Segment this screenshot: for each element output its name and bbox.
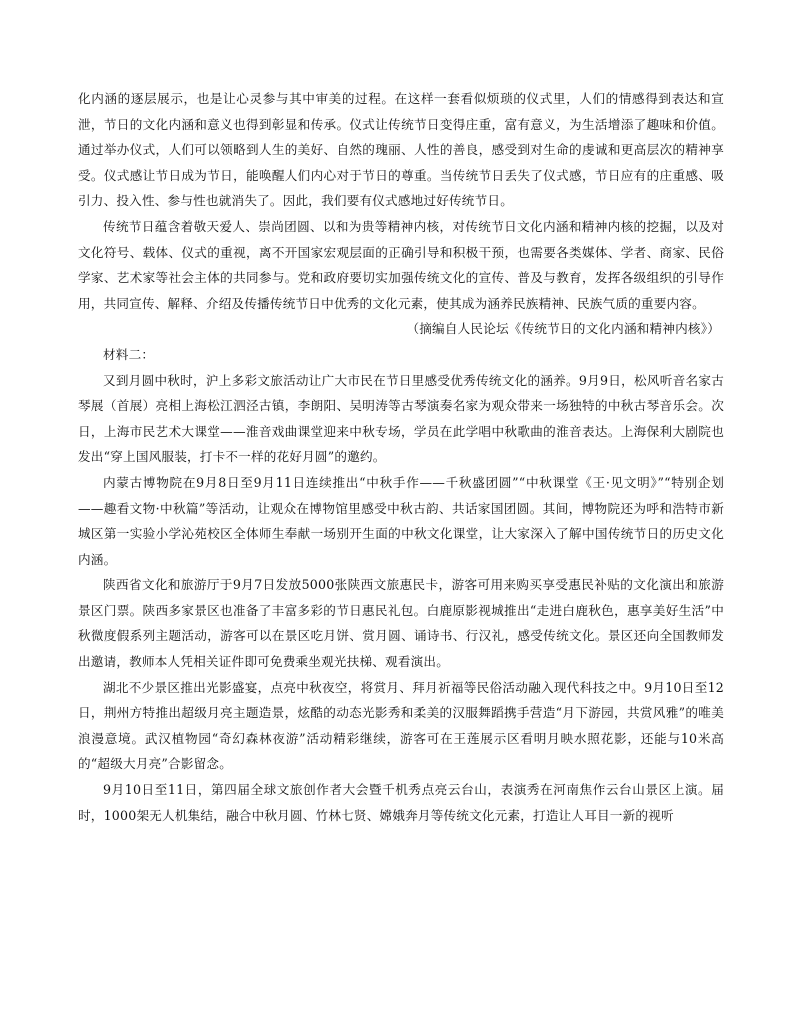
paragraph-spiritual-core: 传统节日蕴含着敬天爱人、崇尚团圆、以和为贵等精神内核，对传统节日文化内涵和精神内核的挖掘，以及对文化符号、载体、仪式的重视，离不开国家宏观层面的正确引导和积极干预，也需要各类媒体、学者、商家、民俗学家、艺术家等社会主体的共同参与。党和政府要切实加强传统文化的宣传、普及与教育，发挥各级组织的引导作用，共同宣传、解释、介绍及传播传统节日中优秀的文化元素，使其成为涵养民族精神、民族气质的重要内容。 <box>78 218 724 311</box>
paragraph-shaanxi: 陕西省文化和旅游厅于9月7日发放5000张陕西文旅惠民卡，游客可用来购买享受惠民补贴的文化演出和旅游景区门票。陕西多家景区也准备了丰富多彩的节日惠民礼包。白鹿原影视城推出“走进白鹿秋色，惠享美好生活”中秋微度假系列主题活动，游客可以在景区吃月饼、赏月圆、诵诗书、行汉礼，感受传统文化。景区还向全国教师发出邀请，教师本人凭相关证件即可免费乘坐观光扶梯、观看演出。 <box>78 577 724 670</box>
document-body <box>78 86 724 828</box>
material-two-heading: 材料二： <box>103 346 155 362</box>
paragraph-hubei: 湖北不少景区推出光影盛宴，点亮中秋夜空，将赏月、拜月祈福等民俗活动融入现代科技之中。9月10日至12日，荆州方特推出超级月亮主题造景，炫酷的动态光影秀和柔美的汉服舞蹈携手营造“月下游园，共赏风雅”的唯美浪漫意境。武汉植物园“奇幻森林夜游”活动精彩继续，游客可在王莲展示区看明月映水照花影，还能与10米高的“超级大月亮”合影留念。 <box>78 679 724 772</box>
paragraph-inner-mongolia: 内蒙古博物院在9月8日至9月11日连续推出“中秋手作——千秋盛团圆”“中秋课堂《王·见文明》”“特别企划——趣看文物·中秋篇”等活动，让观众在博物馆里感受中秋古韵、共话家国团圆。其间，博物院还为呼和浩特市新城区第一实验小学沁苑校区全体师生奉献一场别开生面的中秋文化课堂，让大家深入了解中国传统节日的历史文化内涵。 <box>78 474 724 567</box>
paragraph-yuntaishan: 9月10日至11日，第四届全球文旅创作者大会暨千机秀点亮云台山，表演秀在河南焦作云台山景区上演。届时，1000架无人机集结，融合中秋月圆、竹林七贤、嫦娥奔月等传统文化元素，打造让人耳目一新的视听 <box>78 782 724 823</box>
paragraph-shanghai: 又到月圆中秋时，沪上多彩文旅活动让广大市民在节日里感受优秀传统文化的涵养。9月9日，松风听音名家古琴展（首展）亮相上海松江泗泾古镇，李朗阳、吴明涛等古琴演奏名家为观众带来一场独特的中秋古琴音乐会。次日，上海市民艺术大课堂——淮音戏曲课堂迎来中秋专场，学员在此学唱中秋歌曲的淮音表达。上海保利大剧院也发出“穿上国风服装，打卡不一样的花好月圆”的邀约。 <box>78 372 724 465</box>
paragraph-ritual-meaning: 化内涵的逐层展示，也是让心灵参与其中审美的过程。在这样一套看似烦琐的仪式里，人们的情感得到表达和宣泄，节日的文化内涵和意义也得到彰显和传承。仪式让传统节日变得庄重，富有意义，为生活增添了趣味和价值。通过举办仪式，人们可以领略到人生的美好、自然的瑰丽、人性的善良，感受到对生命的虔诚和更高层次的精神享受。仪式感让节日成为节日，能唤醒人们内心对于节日的尊重。当传统节日丢失了仪式感，节日应有的庄重感、吸引力、投入性、参与性也就消失了。因此，我们要有仪式感地过好传统节日。 <box>78 91 724 209</box>
source-citation: （摘编自人民论坛《传统节日的文化内涵和精神内核》） <box>406 321 720 337</box>
